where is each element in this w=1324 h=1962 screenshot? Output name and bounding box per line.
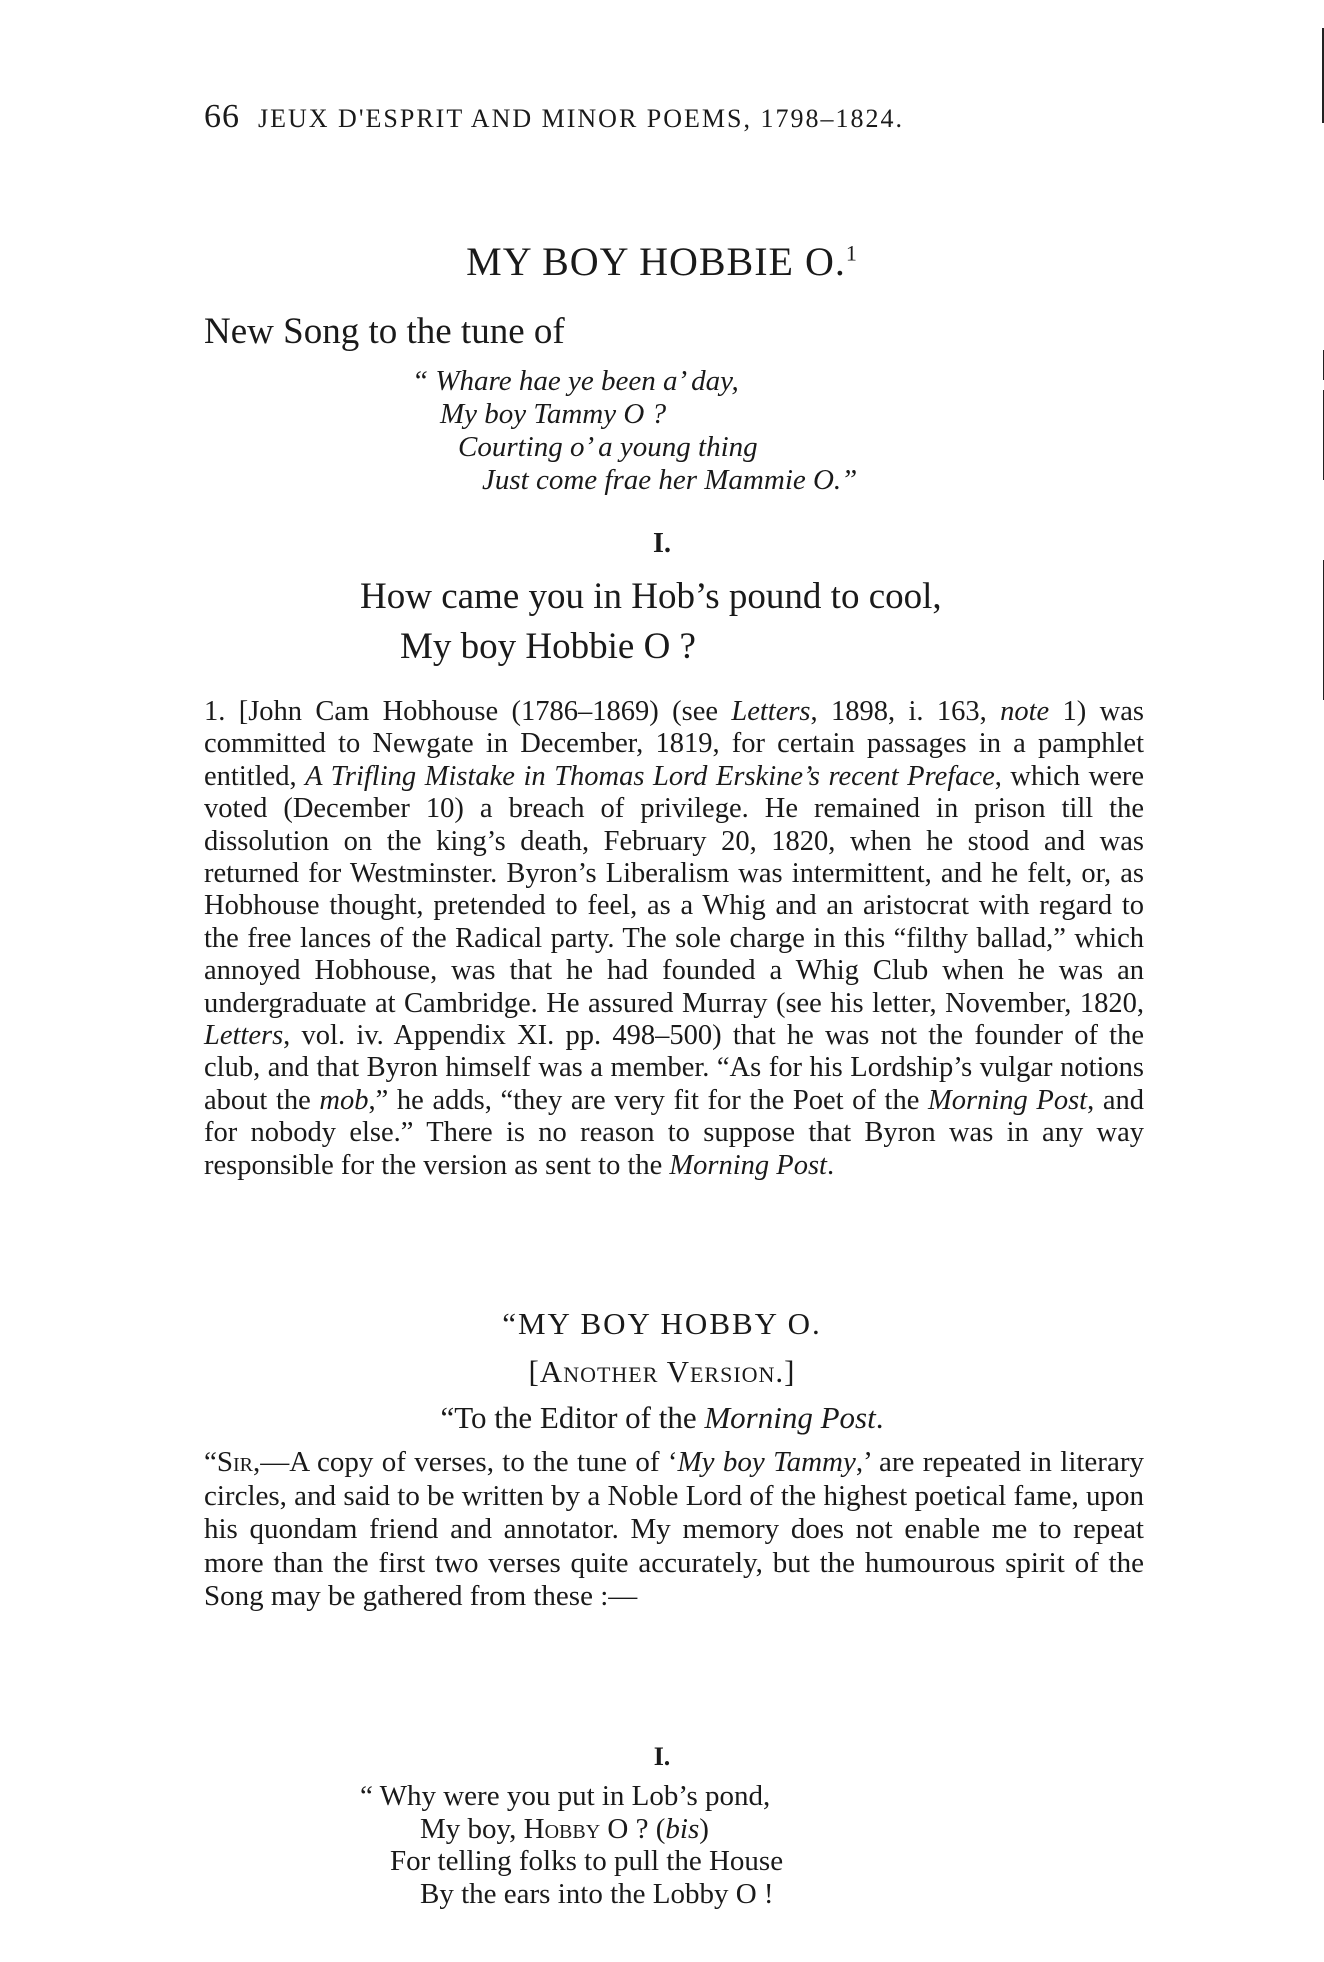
footnote-text: ,” he adds, “they are very fit for the Poet of the [368, 1084, 929, 1116]
verse-italic: bis [665, 1812, 700, 1845]
editor-heading-italic: Morning Post [704, 1400, 876, 1435]
stanza-1-line-2: My boy Hobbie O ? [400, 626, 696, 667]
poem-subtitle: New Song to the tune of [204, 311, 565, 352]
footnote-text: 1. [John Cam Hobhouse (1786–1869) (see [204, 696, 732, 727]
editor-heading-text: . [875, 1400, 884, 1435]
letter-text: —A copy of verses, to the tune of ‘ [260, 1446, 678, 1478]
editor-heading-text: “To the Editor of the [440, 1400, 705, 1435]
letter-italic: My boy Tammy [677, 1446, 856, 1478]
footnote-marker: 1 [845, 240, 858, 266]
verse-text: My boy, [420, 1812, 524, 1845]
footnote-text: . [826, 1149, 835, 1181]
stanza-1-line-1: How came you in Hob’s pound to cool, [360, 576, 942, 617]
tune-verse [412, 365, 857, 497]
stanza-2-line-1: “ Why were you put in Lob’s pond, [360, 1780, 771, 1812]
stanza-2-line-2 [360, 1813, 783, 1846]
footnote-text: , vol. iv. Appendix XI. pp. 498–500) that he was not the founder of the club, and that Byron himself was a member. “As for his Lordship’s vulgar notions about the [204, 1020, 1144, 1116]
tune-line-2: My boy Tammy O ? [440, 398, 667, 430]
footnote-italic: Morning Post [669, 1149, 827, 1181]
footnote-italic: note [1000, 696, 1050, 727]
footnote-text: , 1898, i. 163, [810, 696, 1001, 727]
stanza-2-line-4: By the ears into the Lobby O ! [420, 1877, 774, 1910]
tune-line-3: Courting o’ a young thing [458, 431, 758, 463]
stanza-2 [360, 1780, 783, 1910]
footnote-italic: A Trifling Mistake in Thomas Lord Erskine’s recent Preface [305, 760, 995, 792]
verse-text: ) [699, 1812, 709, 1845]
tune-line-1: “ Whare hae ye been a’ day, [412, 365, 739, 397]
poem-title-text: MY BOY HOBBIE O. [466, 239, 846, 284]
stanza-number-1: I. [653, 528, 671, 559]
stanza-2-line-3: For telling folks to pull the House [390, 1845, 784, 1877]
stanza-1 [360, 572, 942, 672]
page-number: 66 [204, 98, 240, 135]
verse-text: O ? ( [600, 1812, 666, 1845]
letter-salutation: “Sir, [204, 1446, 261, 1478]
footnote-italic: Letters [204, 1020, 284, 1052]
running-head [204, 98, 904, 136]
editor-heading [0, 1400, 1324, 1436]
letter-text: ,’ are repeated in literary circles, and said to be written by a Noble Lord of the highest poetical fame, upon his quondam friend and annotator. My memory does not enable me to repeat more than the first two verses quite accurately, but the humourous spirit of the Song may be gathered from these :— [204, 1446, 1144, 1612]
footnote [204, 696, 1144, 1182]
footnote-italic: Morning Post [928, 1084, 1088, 1116]
footnote-italic: mob [319, 1084, 369, 1116]
letter-paragraph [204, 1446, 1144, 1614]
running-title: JEUX D'ESPRIT AND MINOR POEMS, 1798–1824. [258, 104, 904, 133]
stanza-number-2: I. [653, 1742, 671, 1771]
poem-title [0, 238, 1324, 285]
verse-smallcaps: Hobby [523, 1812, 601, 1845]
footnote-italic: Letters [731, 696, 811, 727]
version-title: “MY BOY HOBBY O. [502, 1306, 822, 1341]
footnote-text: , and for nobody else.” There is no reason to suppose that Byron was in any way responsible for the version as sent to the [204, 1084, 1144, 1181]
footnote-text: 1) was committed to Newgate in December, 1819, for certain passages in a pamphlet entitled, [204, 696, 1144, 792]
footnote-text: , which were voted (December 10) a breach of privilege. He remained in prison till the dissolution on the king’s death, February 20, 1820, when he stood and was returned for Westminster. Byron’s Liberalism was intermittent, and he felt, or, as Hobhouse thought, pretended to feel, as a Whig and an aristocrat with regard to the free lances of the Radical party. The sole charge in this “filthy ballad,” which annoyed Hobhouse, was that he had founded a Whig Club when he was an undergraduate at Cambridge. He assured Murray (see his letter, November, 1820, [204, 760, 1144, 1019]
version-subtitle: [Another Version.] [528, 1354, 796, 1389]
tune-line-4: Just come frae her Mammie O.” [482, 464, 858, 496]
